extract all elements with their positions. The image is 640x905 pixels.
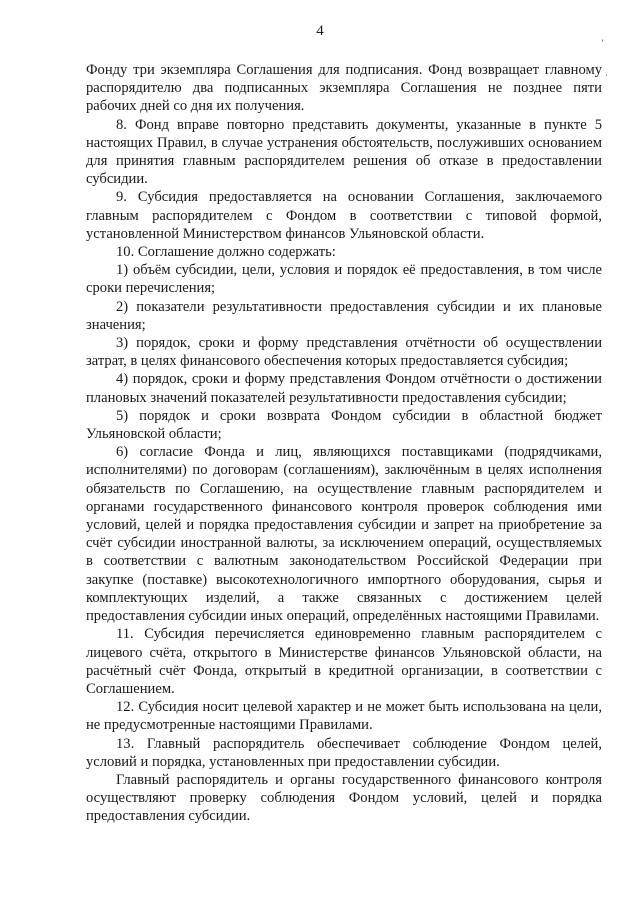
paragraph-12: 12. Субсидия носит целевой характер и не может быть использована на цели, не предусмотренные настоящими Правилами. xyxy=(86,699,602,734)
paragraph-continuation: Фонду три экземпляра Соглашения для подписания. Фонд возвращает главному распорядителю два подписанных экземпляра Соглашения не позднее пяти рабочих дней со дня их получения. xyxy=(86,62,602,115)
paragraph-8: 8. Фонд вправе повторно представить документы, указанные в пункте 5 настоящих Правил, в случае устранения обстоятельств, послуживших основанием для принятия главным распорядителем решения об отказе в предоставлении субсидии. xyxy=(86,116,602,188)
paragraph-10: 10. Соглашение должно содержать: xyxy=(116,244,336,261)
paragraph-10-item-6: 6) согласие Фонда и лиц, являющихся поставщиками (подрядчиками, исполнителями) по договорам (соглашениям), заключённым в целях исполнения обязательств по Соглашению, на осуществление главным распорядителем и органами государственного финансового контроля проверок соблюдения ими условий, целей и порядка предоставления субсидии и запрет на приобретение за счёт субсидии иностранной валюты, за исключением операций, осуществляемых в соответствии с валютным законодательством Российской Федерации при закупке (поставке) высокотехнологичного импортного оборудования, сырья и комплектующих изделий, а также связанных с достижением целей предоставления субсидии иных операций, определённых настоящими Правилами. xyxy=(86,444,602,625)
paragraph-9: 9. Субсидия предоставляется на основании Соглашения, заключаемого главным распорядителем с Фондом в соответствии с типовой формой, установленной Министерством финансов Ульяновской области. xyxy=(86,189,602,242)
document-body xyxy=(86,61,602,826)
paragraph-13-control: Главный распорядитель и органы государственного финансового контроля осуществляют проверку соблюдения Фондом условий, целей и порядка предоставления субсидии. xyxy=(86,771,602,825)
scan-mark: ʼ xyxy=(601,38,604,48)
paragraph-13: 13. Главный распорядитель обеспечивает соблюдение Фондом целей, условий и порядка, установленных при предоставлении субсидии. xyxy=(86,735,602,770)
paragraph-10-item-5: 5) порядок и сроки возврата Фондом субсидии в областной бюджет Ульяновской области; xyxy=(86,407,602,443)
paragraph-10-item-1: 1) объём субсидии, цели, условия и порядок её предоставления, в том числе сроки перечисления; xyxy=(86,262,602,297)
paragraph-11: 11. Субсидия перечисляется единовременно главным распорядителем с лицевого счёта, открытого в Министерстве финансов Ульяновской области, на расчётный счёт Фонда, открытый в кредитной организации, в соответствии с Соглашением. xyxy=(86,626,602,697)
page-number: 4 xyxy=(316,23,324,39)
paragraph-10-item-3: 3) порядок, сроки и форму представления отчётности об осуществлении затрат, в целях финансового обеспечения которых предоставляется субсидия; xyxy=(86,335,602,370)
paragraph-10-item-2: 2) показатели результативности предоставления субсидии и их плановые значения; xyxy=(86,298,602,333)
paragraph-10-item-4: 4) порядок, сроки и форму представления Фондом отчётности о достижении плановых значений показателей результативности предоставления субсидии; xyxy=(86,371,602,406)
scan-mark: · xyxy=(605,70,608,80)
